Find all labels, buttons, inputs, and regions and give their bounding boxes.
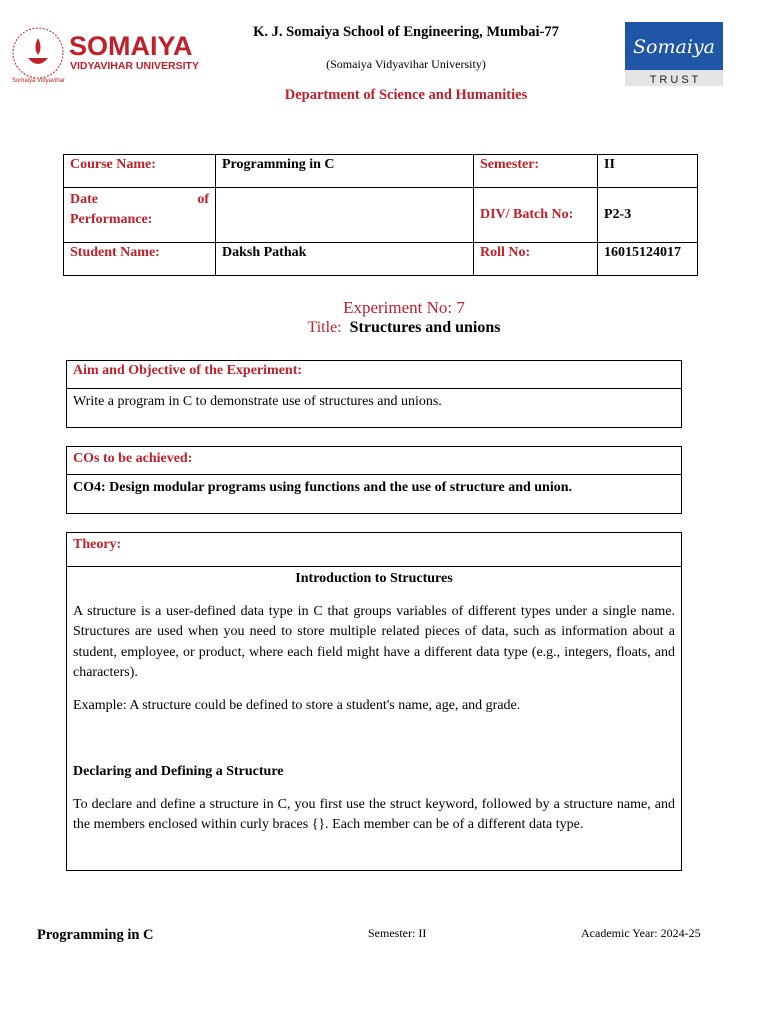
semester-label: Semester: [474,155,598,188]
of-label-word: of [197,192,209,207]
university-name: (Somaiya Vidyavihar University) [326,57,486,71]
course-name-value: Programming in C [216,155,474,188]
course-name-label: Course Name: [64,155,216,188]
footer-semester: Semester: II [368,926,427,940]
title-value: Structures and unions [349,319,501,336]
table-row [64,188,698,243]
aim-heading: Aim and Objective of the Experiment: [67,361,681,389]
theory-heading: Theory: [67,533,681,567]
student-name-label: Student Name: [64,243,216,276]
intro-heading: Introduction to Structures [295,571,453,586]
department-name: Department of Science and Humanities [284,87,528,103]
trust-script-text: Somaiya [633,36,715,58]
school-name: K. J. Somaiya School of Engineering, Mumbai-77 [253,24,559,40]
table-row [64,243,698,276]
date-of-performance-value [216,188,474,243]
footer-academic-year: Academic Year: 2024-25 [581,926,701,940]
logo-brand-text: SOMAIYA [69,31,193,61]
cos-heading: COs to be achieved: [67,447,681,475]
performance-label-word: Performance: [70,212,153,227]
theory-box [66,532,682,871]
theory-paragraph-1: A structure is a user-defined data type in C that groups variables of different types under a single name. Structures are used when you need to store multiple related pieces of data, such as information about a student, employee, or product, where each field might have a different data type (e.g., integers, floats, and characters). [73,603,675,680]
logo-ring-text: Somaiya Vidyavihar [12,78,65,84]
roll-no-value: 16015124017 [598,243,698,276]
title-label: Title: [307,319,342,336]
cos-text: CO4: Design modular programs using functions and the use of structure and union. [73,480,573,495]
logo-sub-text: VIDYAVIHAR UNIVERSITY [70,60,199,72]
aim-box [66,360,682,428]
date-label-word: Date [70,192,98,207]
somaiya-trust-logo [625,22,723,86]
semester-value: II [598,155,698,188]
experiment-number: Experiment No: 7 [343,298,465,317]
footer-course: Programming in C [37,927,154,943]
roll-no-label: Roll No: [474,243,598,276]
student-name-value: Daksh Pathak [216,243,474,276]
batch-value: P2-3 [598,188,698,243]
date-of-performance-label [64,188,216,243]
theory-paragraph-3: To declare and define a structure in C, you first use the struct keyword, followed by a structure name, and the members enclosed within curly braces {}. Each member can be of a different data type. [73,796,675,832]
aim-text: Write a program in C to demonstrate use of structures and unions. [73,394,442,409]
declaring-heading: Declaring and Defining a Structure [73,764,284,779]
table-row [64,155,698,188]
theory-paragraph-2: Example: A structure could be defined to store a student's name, age, and grade. [73,697,521,713]
course-info-table [63,154,698,276]
experiment-title [0,319,768,337]
trust-word-text: T R U S T [649,74,699,86]
cos-box [66,446,682,514]
batch-label: DIV/ Batch No: [474,188,598,243]
somaiya-university-logo [10,22,200,84]
